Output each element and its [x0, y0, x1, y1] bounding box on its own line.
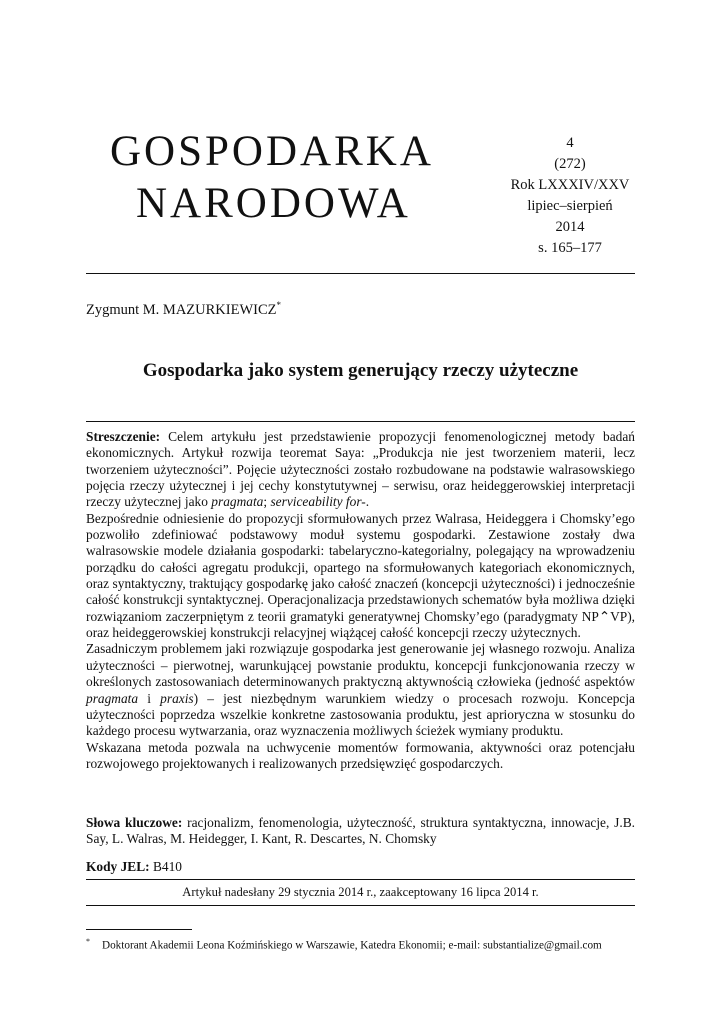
issue-info	[505, 133, 635, 259]
issue-number: 4	[566, 135, 574, 151]
abstract	[86, 429, 635, 772]
footnote	[86, 937, 646, 952]
issue-year: 2014	[555, 219, 585, 235]
journal-name-line1: GOSPODARKA	[110, 128, 434, 175]
keywords-label: Słowa kluczowe:	[86, 815, 183, 830]
issue-pages: s. 165–177	[538, 240, 602, 256]
footnote-mark: *	[86, 937, 90, 946]
issue-months: lipiec–sierpień	[527, 198, 613, 214]
author-line	[86, 302, 281, 319]
abstract-text: i	[138, 690, 161, 706]
footnote-rule	[86, 929, 192, 930]
received-divider-top	[86, 879, 635, 880]
abstract-text: Zasadniczym problemem jaki rozwiązuje gospodarka jest generowanie jej własnego rozwoju. Analiza użyteczności – pierwotnej, warunkującej powstanie produktu, koncepcji funkcjonowania rzeczy w określonych zastosowaniach determinowanych praktyczną aktywnością człowieka (jedność aspektów	[86, 641, 635, 690]
abstract-text: ;	[263, 494, 271, 510]
abstract-paragraph-3	[86, 641, 635, 739]
abstract-italic: serviceability for-	[270, 494, 366, 510]
abstract-italic: pragmata	[86, 690, 139, 706]
author-name: Zygmunt M. MAZURKIEWICZ	[86, 302, 277, 318]
jel-text: B410	[149, 859, 182, 874]
issue-year-label: Rok LXXXIV/XXV	[510, 177, 630, 193]
abstract-text: ) – jest niezbędnym warunkiem wiedzy o procesach rozwoju. Koncepcja użyteczności poprzedza wszelkie konkretne zastosowania produktu, jest aprioryczna w stosunku do każdego procesu wytwarzania, oraz wyznaczenia możliwych ścieżek wymiany produktu.	[86, 690, 636, 739]
footnote-text: Doktorant Akademii Leona Koźmińskiego w Warszawie, Katedra Ekonomii; e-mail: substantialize@gmail.com	[102, 939, 602, 952]
abstract-paragraph-2: Bezpośrednie odniesienie do propozycji sformułowanych przez Walrasa, Heideggera i Chomsky’ego pozwoliło zdefiniować podstawowy moduł systemu gospodarki. Zestawione zostały dwa walrasowskie modele działania gospodarki: tabelaryczno-kategorialny, polegający na wprowadzeniu porządku do całości agregatu produkcji, opartego na sformułowanych kategoriach ekonomicznych, oraz syntaktyczny, traktujący gospodarkę jako całość znaczeń (koncepcji użyteczności) i jednocześnie całość konstrukcji syntaktycznej. Operacjonalizacja przedstawionych schematów była możliwa dzięki rozwiązaniom zaczerpniętym z teorii gramatyki generatywnej Chomsky’ego (paradygmaty NP⌃VP), oraz heideggerowskiej konstrukcji relacyjnej wiążącej całość koncepcji rzeczy użytecznych.	[86, 510, 635, 641]
abstract-divider	[86, 421, 635, 422]
abstract-text: .	[365, 494, 370, 510]
article-title: Gospodarka jako system generujący rzeczy użyteczne	[142, 360, 579, 381]
received-divider-bottom	[86, 905, 635, 906]
abstract-italic: praxis	[160, 690, 194, 706]
jel-codes	[86, 859, 182, 875]
keywords-text: racjonalizm, fenomenologia, użyteczność, struktura syntaktyczna, innowacje, J.B. Say, L. Walras, M. Heidegger, I. Kant, R. Descartes, N. Chomsky	[86, 815, 635, 847]
keywords	[86, 815, 635, 848]
abstract-paragraph-4: Wskazana metoda pozwala na uchwycenie momentów formowania, aktywności oraz potencjału rozwojowego projektowanych i realizowanych przedsięwzięć gospodarczych.	[86, 739, 635, 771]
journal-name-line2: NARODOWA	[136, 180, 411, 227]
abstract-label: Streszczenie:	[86, 429, 161, 444]
journal-masthead	[110, 126, 470, 230]
abstract-italic: pragmata	[211, 494, 264, 510]
abstract-paragraph-1	[86, 429, 635, 511]
received-dates: Artykuł nadesłany 29 stycznia 2014 r., zaakceptowany 16 lipca 2014 r.	[182, 885, 539, 899]
header-divider	[86, 273, 635, 274]
jel-label: Kody JEL:	[86, 859, 150, 874]
author-footnote-mark: *	[276, 300, 281, 311]
abstract-text: Celem artykułu jest przedstawienie propozycji fenomenologicznej metody badań ekonomicznych. Artykuł rozwija teoremat Saya: „Produkcja nie jest tworzeniem materii, lecz tworzeniem użyteczności”. Pojęcie użyteczności zostało rozbudowane na podstawie walrasowskiego pojęcia rzeczy użytecznej i jej cechy konstytutywnej – serwisu, oraz heideggerowskiej interpretacji rzeczy użytecznej jako	[86, 429, 635, 510]
issue-total: (272)	[554, 156, 586, 172]
